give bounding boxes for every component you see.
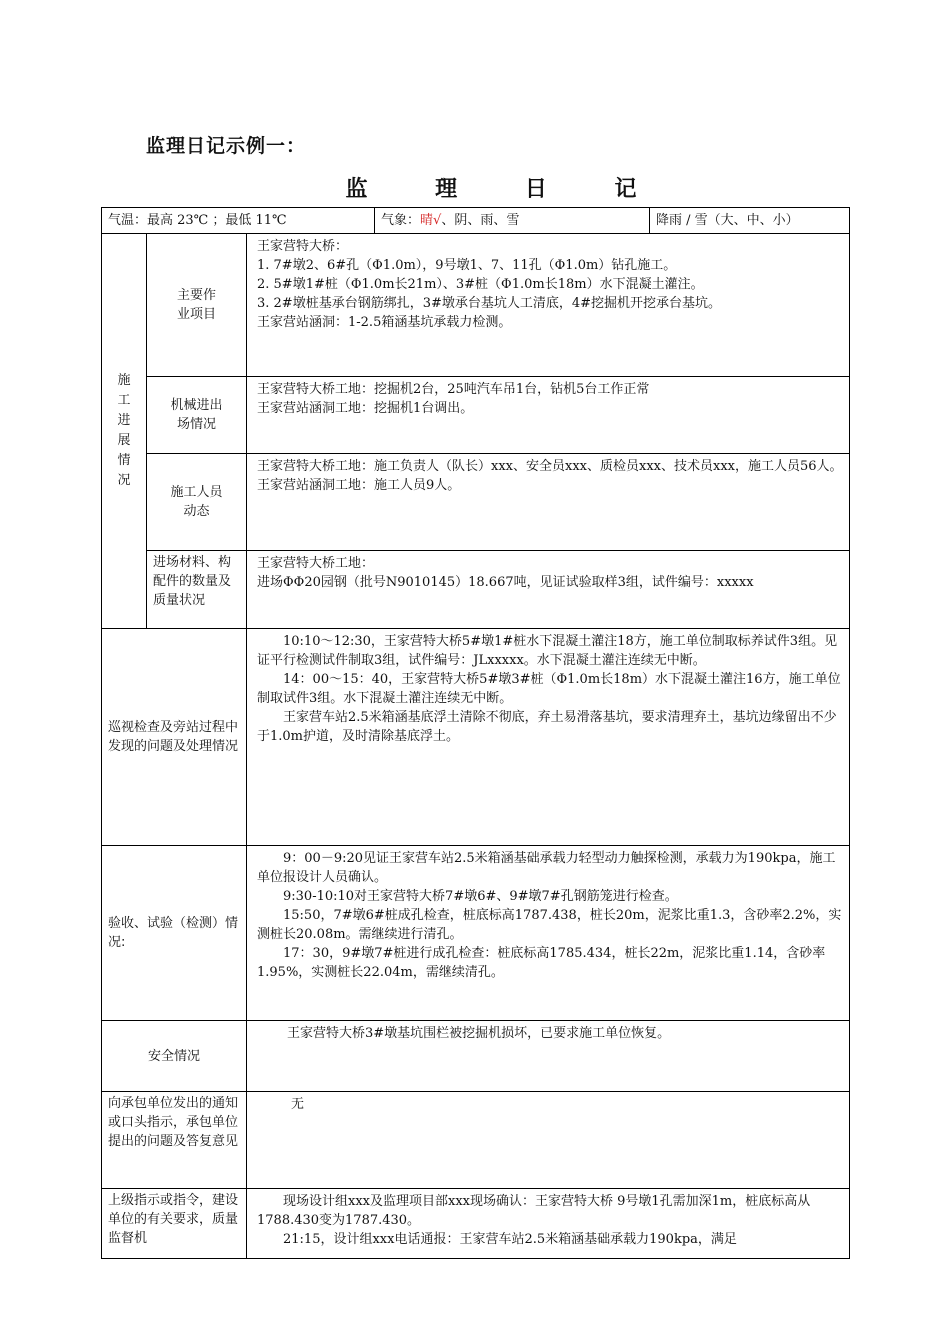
instructions-label: 上级指示或指令，建设单位的有关要求，质量监督机 <box>102 1189 247 1259</box>
materials-content: 王家营特大桥工地： 进场ΦΦ20园钢（批号N9010145）18.667吨，见证试验取样3组，试件编号：xxxxx <box>247 551 850 629</box>
inspection-label: 巡视检查及旁站过程中发现的问题及处理情况 <box>102 629 247 846</box>
inspection-row <box>102 629 850 846</box>
safety-content: 王家营特大桥3#墩基坑围栏被挖掘机损坏，已要求施工单位恢复。 <box>247 1021 850 1092</box>
acceptance-label: 验收、试验（检测）情况: <box>102 846 247 1021</box>
weather-selected-sunny: 晴√ <box>420 213 442 228</box>
weather-row <box>102 208 850 234</box>
safety-label: 安全情况 <box>102 1021 247 1092</box>
weather-phenomena-cell <box>375 208 650 234</box>
main-work-label: 主要作业项目 <box>147 234 247 377</box>
precipitation-cell <box>650 208 850 234</box>
main-work-row <box>102 234 850 377</box>
personnel-content: 王家营特大桥工地：施工负责人（队长）xxx、安全员xxx、质检员xxx、技术员xxx，施工人员56人。 王家营站涵洞工地：施工人员9人。 <box>247 454 850 551</box>
materials-row <box>102 551 850 629</box>
acceptance-content: 9：00－9:20见证王家营车站2.5米箱涵基础承载力轻型动力触探检测，承载力为190kpa，施工单位报设计人员确认。 9:30-10:10对王家营特大桥7#墩6#、9#墩7#孔钢筋笼进行检查。 15:50，7#墩6#桩成孔检查，桩底标高1787.438，桩长20m，泥浆比重1.3，含砂率2.2%，实测桩长20.08m。需继续进行清孔。 17：30，9#墩7#桩进行成孔检查：桩底标高1785.434，桩长22m，泥浆比重1.14，含砂率1.95%，实测桩长22.04m，需继续清孔。 <box>247 846 850 1021</box>
machinery-row <box>102 377 850 454</box>
acceptance-row <box>102 846 850 1021</box>
machinery-content: 王家营特大桥工地：挖掘机2台，25吨汽车吊1台，钻机5台工作正常 王家营站涵洞工地：挖掘机1台调出。 <box>247 377 850 454</box>
inspection-content: 10:10～12:30，王家营特大桥5#墩1#桩水下混凝土灌注18方，施工单位制取标养试件3组。见证平行检测试件制取3组，试件编号：JLxxxxx。水下混凝土灌注连续无中断。 14：00～15：40，王家营特大桥5#墩3#桩（Φ1.0m长18m）水下混凝土灌注16方，施工单位制取试件3组。水下混凝土灌注连续无中断。 王家营车站2.5米箱涵基底浮土清除不彻底，弃土易滑落基坑，要求清理弃土，基坑边缘留出不少于1.0m护道，及时清除基底浮土。 <box>247 629 850 846</box>
precipitation-text: 降雨 / 雪（大、中、小） <box>656 213 799 228</box>
instructions-row <box>102 1189 850 1259</box>
personnel-row <box>102 454 850 551</box>
supervision-diary-table <box>101 207 850 1259</box>
notices-row <box>102 1092 850 1189</box>
materials-label: 进场材料、构配件的数量及质量状况 <box>147 551 247 629</box>
personnel-label: 施工人员动态 <box>147 454 247 551</box>
machinery-label: 机械进出场情况 <box>147 377 247 454</box>
progress-section-label: 施 工 进 展 情 况 <box>102 234 147 629</box>
main-work-content: 王家营特大桥： 1. 7#墩2、6#孔（Φ1.0m），9号墩1、7、11孔（Φ1.0m）钻孔施工。 2. 5#墩1#桩（Φ1.0m长21m）、3#桩（Φ1.0m长18m）水下混凝土灌注。 3. 2#墩桩基承台钢筋绑扎，3#墩承台基坑人工清底，4#挖掘机开挖承台基坑。 王家营站涵洞：1-2.5箱涵基坑承载力检测。 <box>247 234 850 377</box>
weather-phenomena-label: 气象： <box>381 213 421 228</box>
weather-phenomena-options: 、阴、雨、雪 <box>441 213 520 228</box>
instructions-content: 现场设计组xxx及监理项目部xxx现场确认：王家营特大桥 9号墩1孔需加深1m，桩底标高从1788.430变为1787.430。 21:15，设计组xxx电话通报：王家营车站2.5米箱涵基础承载力190kpa，满足 <box>247 1189 850 1259</box>
page-heading: 监理日记示例一： <box>146 135 307 157</box>
notices-content: 无 <box>247 1092 850 1189</box>
diary-title: 监 理 日 记 <box>345 177 667 202</box>
safety-row <box>102 1021 850 1092</box>
temperature-text: 气温：最高 23℃ ；最低 11℃ <box>108 213 287 228</box>
temperature-cell <box>102 208 375 234</box>
notices-label: 向承包单位发出的通知或口头指示，承包单位提出的问题及答复意见 <box>102 1092 247 1189</box>
